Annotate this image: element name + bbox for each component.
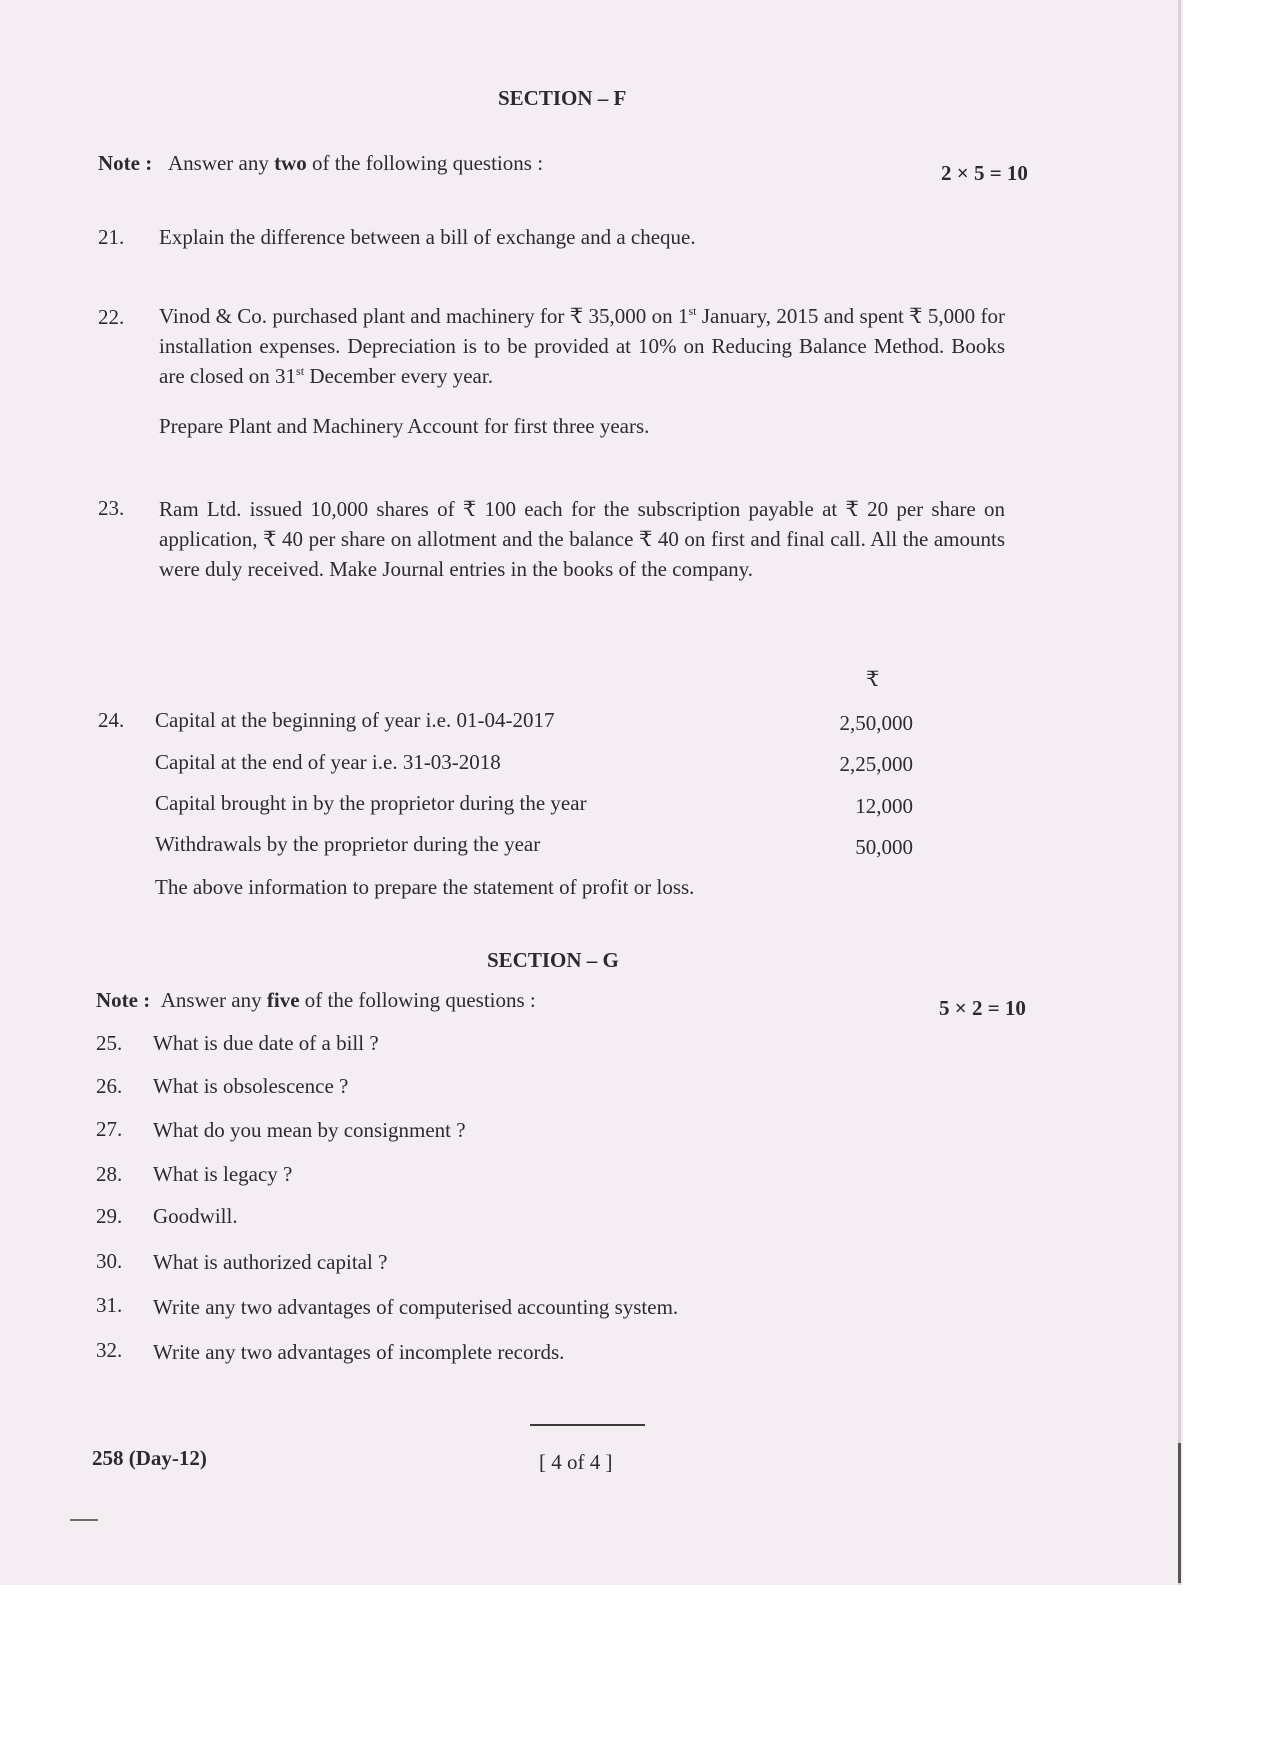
footer-rule [530, 1424, 645, 1426]
question-text: Goodwill. [153, 1204, 238, 1228]
question-text: Explain the difference between a bill of exchange and a cheque. [159, 225, 696, 249]
q22-text-part: January, 2015 and spent ₹ 5,000 for installation expenses. Depreciation is to be provided at 10% on Reducing Balance Method. Books are closed on 31 [159, 304, 1005, 388]
question-number: 32. [96, 1338, 123, 1362]
question-number: 30. [96, 1249, 123, 1273]
q22-text-part: Vinod & Co. purchased plant and machinery for ₹ 35,000 on 1 [159, 304, 689, 328]
table-row-label: Capital at the end of year i.e. 31-03-2018 [155, 750, 501, 774]
question-text [159, 301, 1005, 391]
table-row-amount: 2,25,000 [839, 752, 913, 776]
question-number: 26. [96, 1074, 123, 1098]
note-text-bold: five [266, 988, 300, 1012]
section-f-title: SECTION – F [498, 86, 627, 110]
table-row-amount: 50,000 [855, 835, 913, 859]
note-text-pre: Answer any [160, 988, 267, 1012]
q22-superscript: st [688, 304, 697, 318]
scan-edge-bar [1178, 1443, 1181, 1583]
question-text: Ram Ltd. issued 10,000 shares of ₹ 100 each for the subscription payable at ₹ 20 per share on application, ₹ 40 per share on allotment and the balance ₹ 40 on first and final call. All the amounts were duly received. Make Journal entries in the books of the company. [159, 497, 1005, 581]
section-f-note [98, 151, 543, 176]
question-number: 22. [98, 305, 125, 329]
question-text: What is obsolescence ? [153, 1074, 349, 1098]
question-instruction: The above information to prepare the statement of profit or loss. [155, 875, 695, 899]
question-number: 24. [98, 708, 125, 732]
note-text-pre: Answer any [167, 151, 275, 175]
note-text-post: of the following questions : [299, 988, 536, 1012]
question-number: 25. [96, 1031, 123, 1055]
q22-text-part: December every year. [304, 364, 493, 388]
q22-superscript: st [296, 364, 305, 378]
question-number: 27. [96, 1117, 123, 1141]
paper-code: 258 (Day-12) [92, 1446, 207, 1470]
page-number: [ 4 of 4 ] [539, 1450, 613, 1474]
question-text: What do you mean by consignment ? [153, 1118, 466, 1142]
question-text: Write any two advantages of computerised accounting system. [153, 1295, 679, 1319]
table-row-amount: 2,50,000 [839, 711, 913, 735]
question-number: 28. [96, 1162, 123, 1186]
note-text-bold: two [274, 151, 307, 175]
note-label: Note : [96, 988, 151, 1012]
question-text: Write any two advantages of incomplete records. [153, 1340, 565, 1364]
section-g-note [96, 988, 536, 1013]
page-edge-shadow [1178, 0, 1181, 1585]
table-row-amount: 12,000 [855, 794, 913, 818]
question-instruction: Prepare Plant and Machinery Account for first three years. [159, 414, 650, 438]
question-text: What is authorized capital ? [153, 1250, 388, 1274]
question-text: What is due date of a bill ? [153, 1031, 379, 1055]
question-number: 31. [96, 1293, 123, 1317]
section-f-marks: 2 × 5 = 10 [941, 161, 1028, 185]
section-g-marks: 5 × 2 = 10 [939, 996, 1026, 1020]
currency-header: ₹ [866, 667, 880, 691]
note-label: Note : [98, 151, 153, 175]
question-number: 21. [98, 225, 125, 249]
section-g-title: SECTION – G [487, 948, 619, 972]
question-text: What is legacy ? [153, 1162, 293, 1186]
table-row-label: Capital brought in by the proprietor during the year [155, 791, 587, 815]
scan-mark [70, 1519, 98, 1521]
note-text-post: of the following questions : [306, 151, 544, 175]
question-number: 23. [98, 496, 125, 520]
question-number: 29. [96, 1204, 123, 1228]
table-row-label: Capital at the beginning of year i.e. 01-04-2017 [155, 708, 555, 732]
table-row-label: Withdrawals by the proprietor during the year [155, 832, 541, 856]
